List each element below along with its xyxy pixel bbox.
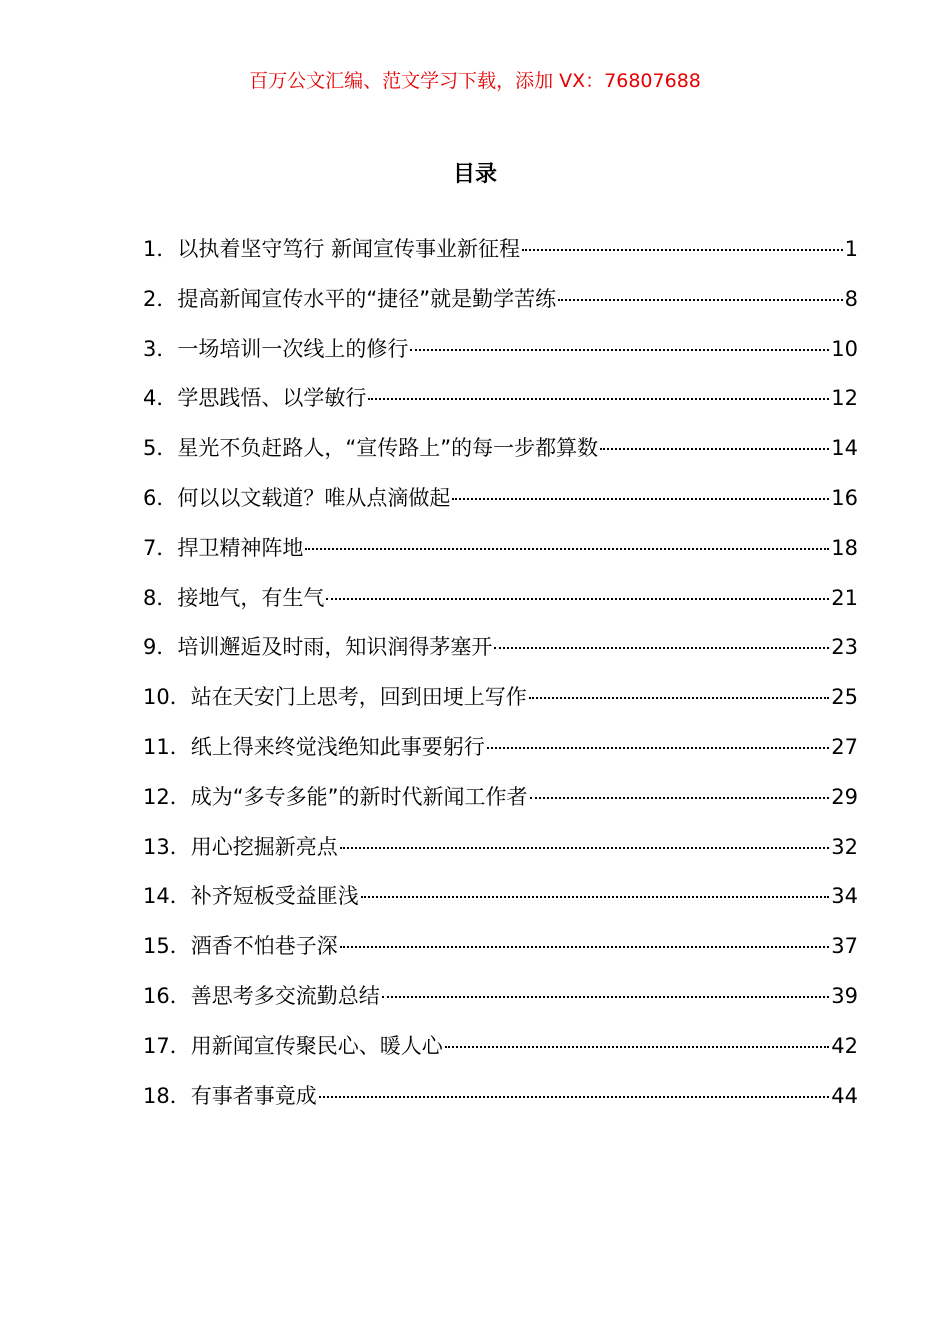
toc-entry-number: 2． xyxy=(143,286,178,311)
toc-entry-page: 12 xyxy=(831,386,858,411)
toc-entry-number: 8． xyxy=(143,585,178,610)
toc-entry-page: 44 xyxy=(831,1083,858,1108)
toc-entry-title: 有事者事竟成 xyxy=(190,1083,317,1108)
toc-entry-title: 何以以文载道？唯从点滴做起 xyxy=(177,485,451,510)
toc-entry-page: 27 xyxy=(831,734,858,759)
header-note: 百万公文汇编、范文学习下载，添加 VX：76807688 xyxy=(249,70,701,92)
toc-dot-leader xyxy=(445,1046,830,1048)
toc-title: 目录 xyxy=(452,162,497,187)
toc-entry-title: 捍卫精神阵地 xyxy=(177,535,304,560)
toc-entry-title: 星光不负赶路人，“宣传路上”的每一步都算数 xyxy=(177,436,599,461)
toc-entry-title: 接地气，有生气 xyxy=(177,585,325,610)
toc-entry[interactable] xyxy=(143,478,858,528)
toc-entry[interactable] xyxy=(143,578,858,628)
toc-entry-title: 培训邂逅及时雨，知识润得茅塞开 xyxy=(177,635,493,660)
toc-dot-leader xyxy=(340,847,830,849)
toc-entry-title: 提高新闻宣传水平的“捷径”就是勤学苦练 xyxy=(177,286,557,311)
toc-entry[interactable] xyxy=(143,727,858,777)
toc-entry-title: 学思践悟、以学敏行 xyxy=(177,386,367,411)
toc-entry[interactable] xyxy=(143,677,858,727)
toc-entry-title: 用心挖掘新亮点 xyxy=(190,834,338,859)
toc-entry-title: 一场培训一次线上的修行 xyxy=(177,336,409,361)
toc-entry[interactable] xyxy=(143,279,858,329)
toc-entry[interactable] xyxy=(143,428,858,478)
toc-entry-title: 成为“多专多能”的新时代新闻工作者 xyxy=(190,784,528,809)
toc-entry[interactable] xyxy=(143,528,858,578)
toc-entry[interactable] xyxy=(143,1026,858,1076)
toc-entry[interactable] xyxy=(143,1076,858,1126)
toc-entry-page: 21 xyxy=(831,585,858,610)
toc-dot-leader xyxy=(305,548,829,550)
toc-entry[interactable] xyxy=(143,926,858,976)
toc-entry-title: 酒香不怕巷子深 xyxy=(190,934,338,959)
toc-dot-leader xyxy=(326,598,829,600)
toc-entry[interactable] xyxy=(143,827,858,877)
toc-dot-leader xyxy=(368,398,829,400)
toc-entry[interactable] xyxy=(143,876,858,926)
toc-dot-leader xyxy=(494,647,829,649)
toc-dot-leader xyxy=(410,349,829,351)
toc-entry-title: 站在天安门上思考，回到田埂上写作 xyxy=(190,685,527,710)
toc-entry[interactable] xyxy=(143,627,858,677)
toc-entry-page: 14 xyxy=(831,436,858,461)
toc-dot-leader xyxy=(558,299,842,301)
toc-entry-number: 1． xyxy=(143,237,178,261)
toc-entry[interactable] xyxy=(143,229,858,279)
toc-entry-page: 42 xyxy=(831,1033,858,1058)
toc-dot-leader xyxy=(530,797,830,799)
toc-entry-number: 15． xyxy=(143,934,191,959)
toc-entry-page: 16 xyxy=(831,485,858,510)
toc-entry[interactable] xyxy=(143,329,858,379)
toc-entry-number: 11． xyxy=(143,734,191,759)
toc-entry-page: 18 xyxy=(831,535,858,560)
toc-dot-leader xyxy=(600,448,829,450)
toc-entry[interactable] xyxy=(143,976,858,1026)
toc-entry-number: 7． xyxy=(143,535,178,560)
toc-entry-number: 12． xyxy=(143,784,191,809)
toc-entry-page: 32 xyxy=(831,834,858,859)
toc-list xyxy=(143,229,858,1125)
toc-entry-page: 34 xyxy=(831,884,858,909)
toc-dot-leader xyxy=(319,1096,830,1098)
toc-entry-number: 4． xyxy=(143,386,178,411)
toc-entry-number: 16． xyxy=(143,983,191,1008)
toc-entry-number: 10． xyxy=(143,685,191,710)
toc-entry-title: 善思考多交流勤总结 xyxy=(190,983,380,1008)
toc-entry-page: 1 xyxy=(844,237,858,261)
toc-entry-page: 25 xyxy=(831,685,858,710)
toc-dot-leader xyxy=(487,747,830,749)
toc-entry-number: 17． xyxy=(143,1033,191,1058)
toc-entry[interactable] xyxy=(143,378,858,428)
toc-dot-leader xyxy=(522,249,843,251)
toc-entry-page: 10 xyxy=(831,336,858,361)
toc-entry-number: 9． xyxy=(143,635,178,660)
toc-entry-number: 5． xyxy=(143,436,178,461)
toc-dot-leader xyxy=(529,697,830,699)
toc-dot-leader xyxy=(361,896,830,898)
toc-entry-title: 补齐短板受益匪浅 xyxy=(190,884,359,909)
toc-entry-page: 37 xyxy=(831,934,858,959)
toc-dot-leader xyxy=(382,996,830,998)
toc-entry-title: 以执着坚守笃行 新闻宣传事业新征程 xyxy=(177,237,521,261)
toc-entry-title: 用新闻宣传聚民心、暖人心 xyxy=(190,1033,443,1058)
toc-entry-number: 14． xyxy=(143,884,191,909)
toc-entry-number: 3． xyxy=(143,336,178,361)
toc-entry-number: 6． xyxy=(143,485,178,510)
toc-entry-page: 23 xyxy=(831,635,858,660)
toc-dot-leader xyxy=(452,498,829,500)
toc-entry-number: 18． xyxy=(143,1083,191,1108)
toc-entry-title: 纸上得来终觉浅绝知此事要躬行 xyxy=(190,734,485,759)
toc-entry-page: 8 xyxy=(844,286,858,311)
toc-entry[interactable] xyxy=(143,777,858,827)
toc-entry-page: 29 xyxy=(831,784,858,809)
toc-dot-leader xyxy=(340,946,830,948)
toc-entry-page: 39 xyxy=(831,983,858,1008)
toc-entry-number: 13． xyxy=(143,834,191,859)
